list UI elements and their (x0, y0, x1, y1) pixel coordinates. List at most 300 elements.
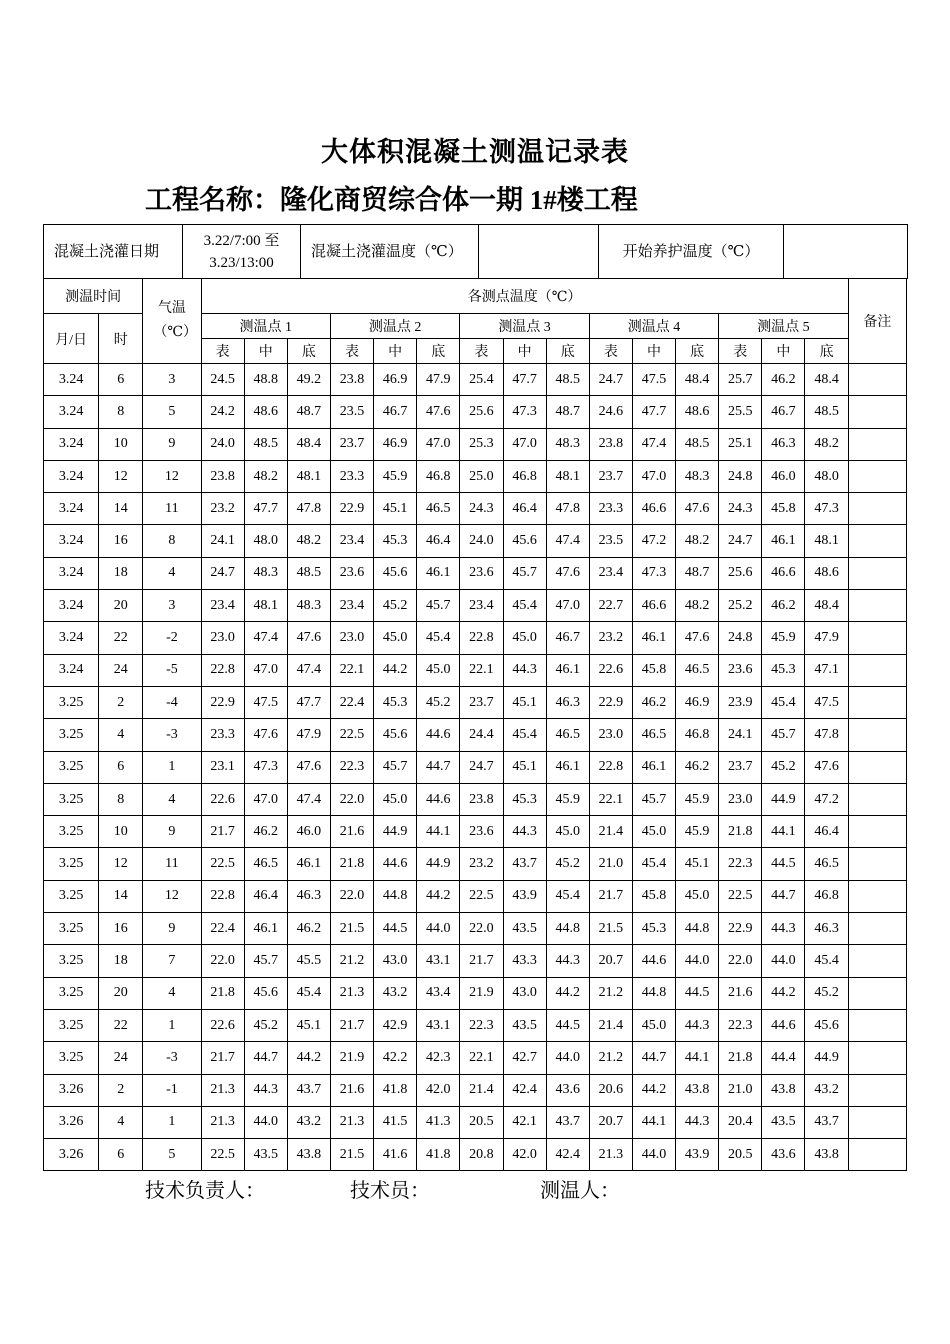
hour-cell: 12 (99, 460, 143, 492)
temperature-cell: 22.1 (460, 1042, 503, 1074)
remark-cell (848, 719, 906, 751)
temperature-cell: 45.2 (805, 977, 848, 1009)
temperature-cell: 46.0 (287, 816, 330, 848)
temperature-cell: 48.5 (546, 364, 589, 396)
temperature-cell: 23.8 (460, 783, 503, 815)
date-cell: 3.24 (44, 654, 99, 686)
temperature-cell: 22.0 (460, 913, 503, 945)
temperature-cell: 45.3 (374, 525, 417, 557)
temperature-cell: 47.1 (805, 654, 848, 686)
temperature-cell: 21.9 (460, 977, 503, 1009)
temperature-cell: 45.4 (503, 590, 546, 622)
temperature-cell: 42.4 (503, 1074, 546, 1106)
temperature-cell: 25.1 (719, 428, 762, 460)
temperature-cell: 44.5 (762, 848, 805, 880)
temperature-cell: 46.4 (503, 493, 546, 525)
pour-date-value: 3.22/7:00 至 3.23/13:00 (183, 225, 301, 279)
remark-cell (848, 1074, 906, 1106)
temperature-cell: 46.2 (762, 590, 805, 622)
temperature-cell: 46.9 (374, 428, 417, 460)
hour-cell: 18 (99, 557, 143, 589)
temperature-cell: 45.9 (762, 622, 805, 654)
temperature-cell: 45.3 (503, 783, 546, 815)
temperature-cell: 24.7 (201, 557, 244, 589)
temperature-cell: 23.6 (460, 816, 503, 848)
temperature-cell: 21.7 (330, 1009, 373, 1041)
hour-cell: 16 (99, 913, 143, 945)
temperature-cell: 23.3 (201, 719, 244, 751)
temperature-cell: 45.2 (244, 1009, 287, 1041)
layer-header: 中 (503, 339, 546, 364)
points-group-header: 各测点温度（℃） (201, 279, 848, 314)
temperature-cell: 43.5 (503, 1009, 546, 1041)
air-temp-cell: 8 (143, 525, 201, 557)
temperature-cell: 45.2 (546, 848, 589, 880)
remark-cell (848, 686, 906, 718)
temperature-cell: 45.0 (632, 816, 675, 848)
temperature-cell: 47.5 (805, 686, 848, 718)
temperature-cell: 46.8 (676, 719, 719, 751)
remark-cell (848, 880, 906, 912)
air-temp-header: 气温（℃） (143, 279, 201, 364)
point-header: 测温点 4 (589, 314, 718, 339)
cure-temp-value (784, 225, 908, 279)
temperature-cell: 24.0 (201, 428, 244, 460)
table-row (44, 848, 907, 880)
remark-cell (848, 751, 906, 783)
temperature-cell: 46.5 (805, 848, 848, 880)
temperature-cell: 43.2 (805, 1074, 848, 1106)
air-temp-cell: 7 (143, 945, 201, 977)
temperature-cell: 44.0 (676, 945, 719, 977)
temperature-cell: 45.2 (417, 686, 460, 718)
date-cell: 3.24 (44, 590, 99, 622)
temperature-cell: 24.7 (719, 525, 762, 557)
temperature-cell: 46.3 (762, 428, 805, 460)
air-temp-cell: -4 (143, 686, 201, 718)
hour-cell: 14 (99, 880, 143, 912)
temperature-cell: 24.0 (460, 525, 503, 557)
temperature-cell: 44.1 (762, 816, 805, 848)
temperature-cell: 46.2 (244, 816, 287, 848)
remark-cell (848, 945, 906, 977)
temperature-cell: 22.9 (330, 493, 373, 525)
temperature-cell: 21.5 (330, 913, 373, 945)
temperature-cell: 22.6 (589, 654, 632, 686)
layer-header: 表 (719, 339, 762, 364)
temperature-cell: 44.6 (762, 1009, 805, 1041)
temperature-cell: 48.5 (287, 557, 330, 589)
temperature-cell: 49.2 (287, 364, 330, 396)
temperature-cell: 46.4 (417, 525, 460, 557)
temperature-cell: 47.2 (632, 525, 675, 557)
temperature-cell: 20.4 (719, 1106, 762, 1138)
temperature-cell: 44.3 (676, 1009, 719, 1041)
date-cell: 3.25 (44, 686, 99, 718)
date-cell: 3.24 (44, 525, 99, 557)
temperature-cell: 48.3 (244, 557, 287, 589)
temperature-cell: 45.9 (676, 816, 719, 848)
temperature-cell: 46.3 (805, 913, 848, 945)
layer-header: 中 (244, 339, 287, 364)
temperature-cell: 45.0 (546, 816, 589, 848)
remark-cell (848, 848, 906, 880)
air-temp-cell: -3 (143, 1042, 201, 1074)
temperature-cell: 46.8 (503, 460, 546, 492)
temperature-cell: 44.2 (546, 977, 589, 1009)
temperature-cell: 21.6 (330, 816, 373, 848)
table-row (44, 525, 907, 557)
temperature-cell: 24.7 (589, 364, 632, 396)
temperature-cell: 47.6 (287, 751, 330, 783)
hour-cell: 8 (99, 396, 143, 428)
temperature-cell: 44.0 (417, 913, 460, 945)
air-temp-cell: 11 (143, 848, 201, 880)
air-temp-cell: 1 (143, 1009, 201, 1041)
temperature-cell: 46.7 (374, 396, 417, 428)
temperature-cell: 44.6 (374, 848, 417, 880)
temperature-cell: 46.6 (762, 557, 805, 589)
remark-header: 备注 (848, 279, 906, 364)
temperature-cell: 46.1 (632, 622, 675, 654)
temperature-cell: 47.6 (676, 493, 719, 525)
temperature-cell: 46.8 (417, 460, 460, 492)
temperature-cell: 22.0 (330, 783, 373, 815)
temperature-cell: 47.4 (546, 525, 589, 557)
temperature-cell: 46.6 (632, 493, 675, 525)
temperature-cell: 45.6 (244, 977, 287, 1009)
layer-header: 中 (374, 339, 417, 364)
air-temp-cell: 11 (143, 493, 201, 525)
temperature-cell: 45.7 (374, 751, 417, 783)
temperature-cell: 48.4 (805, 590, 848, 622)
temperature-cell: 46.1 (244, 913, 287, 945)
temperature-cell: 47.3 (244, 751, 287, 783)
temperature-cell: 22.6 (201, 783, 244, 815)
date-cell: 3.25 (44, 1009, 99, 1041)
temperature-cell: 48.4 (805, 364, 848, 396)
table-row (44, 590, 907, 622)
date-cell: 3.25 (44, 816, 99, 848)
temperature-cell: 48.3 (676, 460, 719, 492)
temperature-cell: 23.0 (589, 719, 632, 751)
temperature-cell: 48.4 (287, 428, 330, 460)
temperature-cell: 22.0 (201, 945, 244, 977)
temperature-cell: 43.6 (762, 1139, 805, 1171)
temperature-cell: 45.4 (546, 880, 589, 912)
temperature-cell: 45.8 (632, 654, 675, 686)
temperature-cell: 22.5 (201, 1139, 244, 1171)
temperature-cell: 42.2 (374, 1042, 417, 1074)
date-cell: 3.25 (44, 783, 99, 815)
date-cell: 3.24 (44, 396, 99, 428)
temperature-cell: 21.4 (460, 1074, 503, 1106)
temperature-cell: 45.1 (287, 1009, 330, 1041)
temperature-cell: 42.1 (503, 1106, 546, 1138)
temperature-cell: 25.4 (460, 364, 503, 396)
layer-header: 中 (632, 339, 675, 364)
remark-cell (848, 460, 906, 492)
air-temp-cell: -1 (143, 1074, 201, 1106)
temperature-cell: 48.7 (676, 557, 719, 589)
date-cell: 3.24 (44, 460, 99, 492)
temperature-cell: 41.5 (374, 1106, 417, 1138)
temperature-cell: 21.2 (589, 1042, 632, 1074)
temperature-cell: 23.4 (330, 590, 373, 622)
temperature-cell: 47.4 (287, 654, 330, 686)
temperature-cell: 22.9 (201, 686, 244, 718)
temperature-cell: 21.7 (201, 816, 244, 848)
temperature-cell: 45.6 (374, 557, 417, 589)
temperature-cell: 25.3 (460, 428, 503, 460)
temperature-cell: 22.9 (719, 913, 762, 945)
table-row (44, 880, 907, 912)
temperature-cell: 47.6 (417, 396, 460, 428)
table-row (44, 396, 907, 428)
temperature-cell: 45.6 (805, 1009, 848, 1041)
temperature-cell: 48.2 (676, 525, 719, 557)
temperature-cell: 43.6 (546, 1074, 589, 1106)
temperature-cell: 48.6 (676, 396, 719, 428)
temperature-cell: 44.8 (676, 913, 719, 945)
temperature-cell: 21.0 (719, 1074, 762, 1106)
air-temp-cell: 1 (143, 751, 201, 783)
layer-header: 底 (287, 339, 330, 364)
pour-temp-value (479, 225, 599, 279)
layer-header: 底 (805, 339, 848, 364)
temperature-cell: 45.4 (632, 848, 675, 880)
temperature-cell: 42.9 (374, 1009, 417, 1041)
temperature-cell: 24.8 (719, 622, 762, 654)
temperature-cell: 45.3 (762, 654, 805, 686)
hour-cell: 4 (99, 1106, 143, 1138)
pour-temp-label: 混凝土浇灌温度（℃） (301, 225, 479, 279)
date-cell: 3.24 (44, 428, 99, 460)
table-row (44, 1009, 907, 1041)
temperature-cell: 47.2 (805, 783, 848, 815)
temperature-cell: 21.7 (201, 1042, 244, 1074)
temperature-cell: 41.6 (374, 1139, 417, 1171)
temperature-cell: 22.1 (589, 783, 632, 815)
temperature-cell: 44.1 (632, 1106, 675, 1138)
hour-cell: 2 (99, 686, 143, 718)
temperature-cell: 48.6 (805, 557, 848, 589)
temperature-cell: 23.7 (330, 428, 373, 460)
table-row (44, 816, 907, 848)
temperature-cell: 45.5 (287, 945, 330, 977)
date-cell: 3.25 (44, 977, 99, 1009)
hour-cell: 10 (99, 816, 143, 848)
temperature-cell: 45.2 (762, 751, 805, 783)
temperature-cell: 22.8 (201, 880, 244, 912)
remark-cell (848, 783, 906, 815)
remark-cell (848, 1139, 906, 1171)
temperature-cell: 22.6 (201, 1009, 244, 1041)
date-cell: 3.24 (44, 364, 99, 396)
temperature-cell: 45.4 (805, 945, 848, 977)
temperature-cell: 47.3 (632, 557, 675, 589)
air-temp-cell: -2 (143, 622, 201, 654)
temperature-cell: 24.5 (201, 364, 244, 396)
temperature-cell: 44.2 (417, 880, 460, 912)
temperature-cell: 45.4 (287, 977, 330, 1009)
temperature-cell: 23.6 (330, 557, 373, 589)
temperature-cell: 23.4 (330, 525, 373, 557)
temperature-cell: 48.5 (805, 396, 848, 428)
temperature-cell: 46.0 (762, 460, 805, 492)
temperature-cell: 44.2 (632, 1074, 675, 1106)
temperature-cell: 45.0 (417, 654, 460, 686)
temperature-cell: 23.3 (330, 460, 373, 492)
table-row (44, 364, 907, 396)
temperature-cell: 47.0 (417, 428, 460, 460)
remark-cell (848, 654, 906, 686)
temperature-cell: 43.7 (287, 1074, 330, 1106)
table-row (44, 913, 907, 945)
temperature-cell: 48.3 (287, 590, 330, 622)
temperature-cell: 23.7 (589, 460, 632, 492)
temperature-cell: 43.1 (417, 1009, 460, 1041)
point-header: 测温点 5 (719, 314, 848, 339)
hour-cell: 6 (99, 1139, 143, 1171)
temperature-cell: 21.3 (201, 1074, 244, 1106)
temperature-cell: 21.4 (589, 1009, 632, 1041)
temperature-cell: 48.1 (805, 525, 848, 557)
temperature-cell: 22.5 (719, 880, 762, 912)
temperature-cell: 23.2 (589, 622, 632, 654)
temperature-cell: 47.3 (503, 396, 546, 428)
hour-cell: 4 (99, 719, 143, 751)
temperature-cell: 42.7 (503, 1042, 546, 1074)
temperature-cell: 44.5 (374, 913, 417, 945)
temperature-cell: 23.4 (460, 590, 503, 622)
layer-header: 表 (330, 339, 373, 364)
temperature-cell: 43.0 (374, 945, 417, 977)
temperature-cell: 44.9 (762, 783, 805, 815)
pour-date-label: 混凝土浇灌日期 (44, 225, 183, 279)
temperature-cell: 45.9 (546, 783, 589, 815)
air-temp-cell: 3 (143, 364, 201, 396)
temperature-cell: 45.1 (676, 848, 719, 880)
temperature-cell: 47.9 (287, 719, 330, 751)
remark-cell (848, 977, 906, 1009)
temperature-cell: 20.5 (460, 1106, 503, 1138)
temperature-cell: 45.0 (503, 622, 546, 654)
temperature-cell: 22.5 (201, 848, 244, 880)
temperature-cell: 47.7 (632, 396, 675, 428)
temperature-record-table (43, 278, 907, 1171)
temperature-cell: 21.3 (201, 1106, 244, 1138)
temperature-cell: 24.8 (719, 460, 762, 492)
table-row (44, 622, 907, 654)
temperature-cell: 21.2 (589, 977, 632, 1009)
temperature-cell: 25.6 (460, 396, 503, 428)
temperature-cell: 43.5 (503, 913, 546, 945)
temperature-cell: 21.6 (330, 1074, 373, 1106)
temperature-cell: 45.0 (632, 1009, 675, 1041)
temperature-cell: 24.6 (589, 396, 632, 428)
temperature-cell: 21.0 (589, 848, 632, 880)
temperature-cell: 25.2 (719, 590, 762, 622)
remark-cell (848, 493, 906, 525)
temperature-cell: 46.8 (805, 880, 848, 912)
temperature-cell: 25.0 (460, 460, 503, 492)
temperature-cell: 48.7 (546, 396, 589, 428)
table-row (44, 977, 907, 1009)
temperature-cell: 23.6 (719, 654, 762, 686)
temperature-cell: 24.1 (719, 719, 762, 751)
temperature-cell: 44.4 (762, 1042, 805, 1074)
temperature-cell: 22.3 (719, 1009, 762, 1041)
temperature-cell: 43.5 (762, 1106, 805, 1138)
temperature-cell: 46.1 (762, 525, 805, 557)
remark-cell (848, 1009, 906, 1041)
table-row (44, 686, 907, 718)
temperature-cell: 43.7 (503, 848, 546, 880)
temperature-cell: 44.8 (632, 977, 675, 1009)
temperature-cell: 23.8 (201, 460, 244, 492)
temperature-cell: 44.0 (546, 1042, 589, 1074)
temperature-cell: 48.2 (676, 590, 719, 622)
temperature-cell: 46.9 (676, 686, 719, 718)
temperature-cell: 22.8 (589, 751, 632, 783)
temperature-cell: 46.2 (632, 686, 675, 718)
tech-lead-label: 技术负责人： (145, 1180, 265, 1202)
temperature-cell: 44.7 (762, 880, 805, 912)
air-temp-cell: 1 (143, 1106, 201, 1138)
hour-cell: 6 (99, 364, 143, 396)
temperature-cell: 46.1 (287, 848, 330, 880)
air-temp-cell: 12 (143, 880, 201, 912)
temperature-cell: 48.2 (805, 428, 848, 460)
temperature-cell: 45.7 (632, 783, 675, 815)
temperature-cell: 48.4 (676, 364, 719, 396)
temperature-cell: 46.1 (417, 557, 460, 589)
temperature-cell: 45.9 (374, 460, 417, 492)
temperature-cell: 47.4 (287, 783, 330, 815)
layer-header: 中 (762, 339, 805, 364)
layer-header: 底 (546, 339, 589, 364)
temperature-cell: 45.0 (374, 622, 417, 654)
temperature-cell: 21.3 (589, 1139, 632, 1171)
temperature-cell: 44.6 (417, 783, 460, 815)
temperature-cell: 46.2 (762, 364, 805, 396)
temperature-cell: 21.8 (719, 816, 762, 848)
temperature-cell: 45.3 (374, 686, 417, 718)
temperature-cell: 45.0 (374, 783, 417, 815)
temperature-cell: 23.4 (589, 557, 632, 589)
temperature-cell: 44.9 (805, 1042, 848, 1074)
temperature-cell: 47.0 (244, 654, 287, 686)
date-cell: 3.24 (44, 557, 99, 589)
hour-cell: 10 (99, 428, 143, 460)
temperature-cell: 43.4 (417, 977, 460, 1009)
temperature-cell: 22.3 (460, 1009, 503, 1041)
time-group-header: 测温时间 (44, 279, 143, 314)
temperature-cell: 44.6 (632, 945, 675, 977)
temperature-cell: 47.7 (287, 686, 330, 718)
temperature-cell: 23.2 (460, 848, 503, 880)
temperature-cell: 23.7 (719, 751, 762, 783)
temperature-cell: 45.2 (374, 590, 417, 622)
temperature-cell: 46.5 (632, 719, 675, 751)
table-row (44, 460, 907, 492)
temperature-cell: 44.0 (762, 945, 805, 977)
temperature-cell: 44.2 (287, 1042, 330, 1074)
temperature-cell: 44.2 (374, 654, 417, 686)
temperature-cell: 46.5 (676, 654, 719, 686)
temperature-cell: 48.2 (287, 525, 330, 557)
